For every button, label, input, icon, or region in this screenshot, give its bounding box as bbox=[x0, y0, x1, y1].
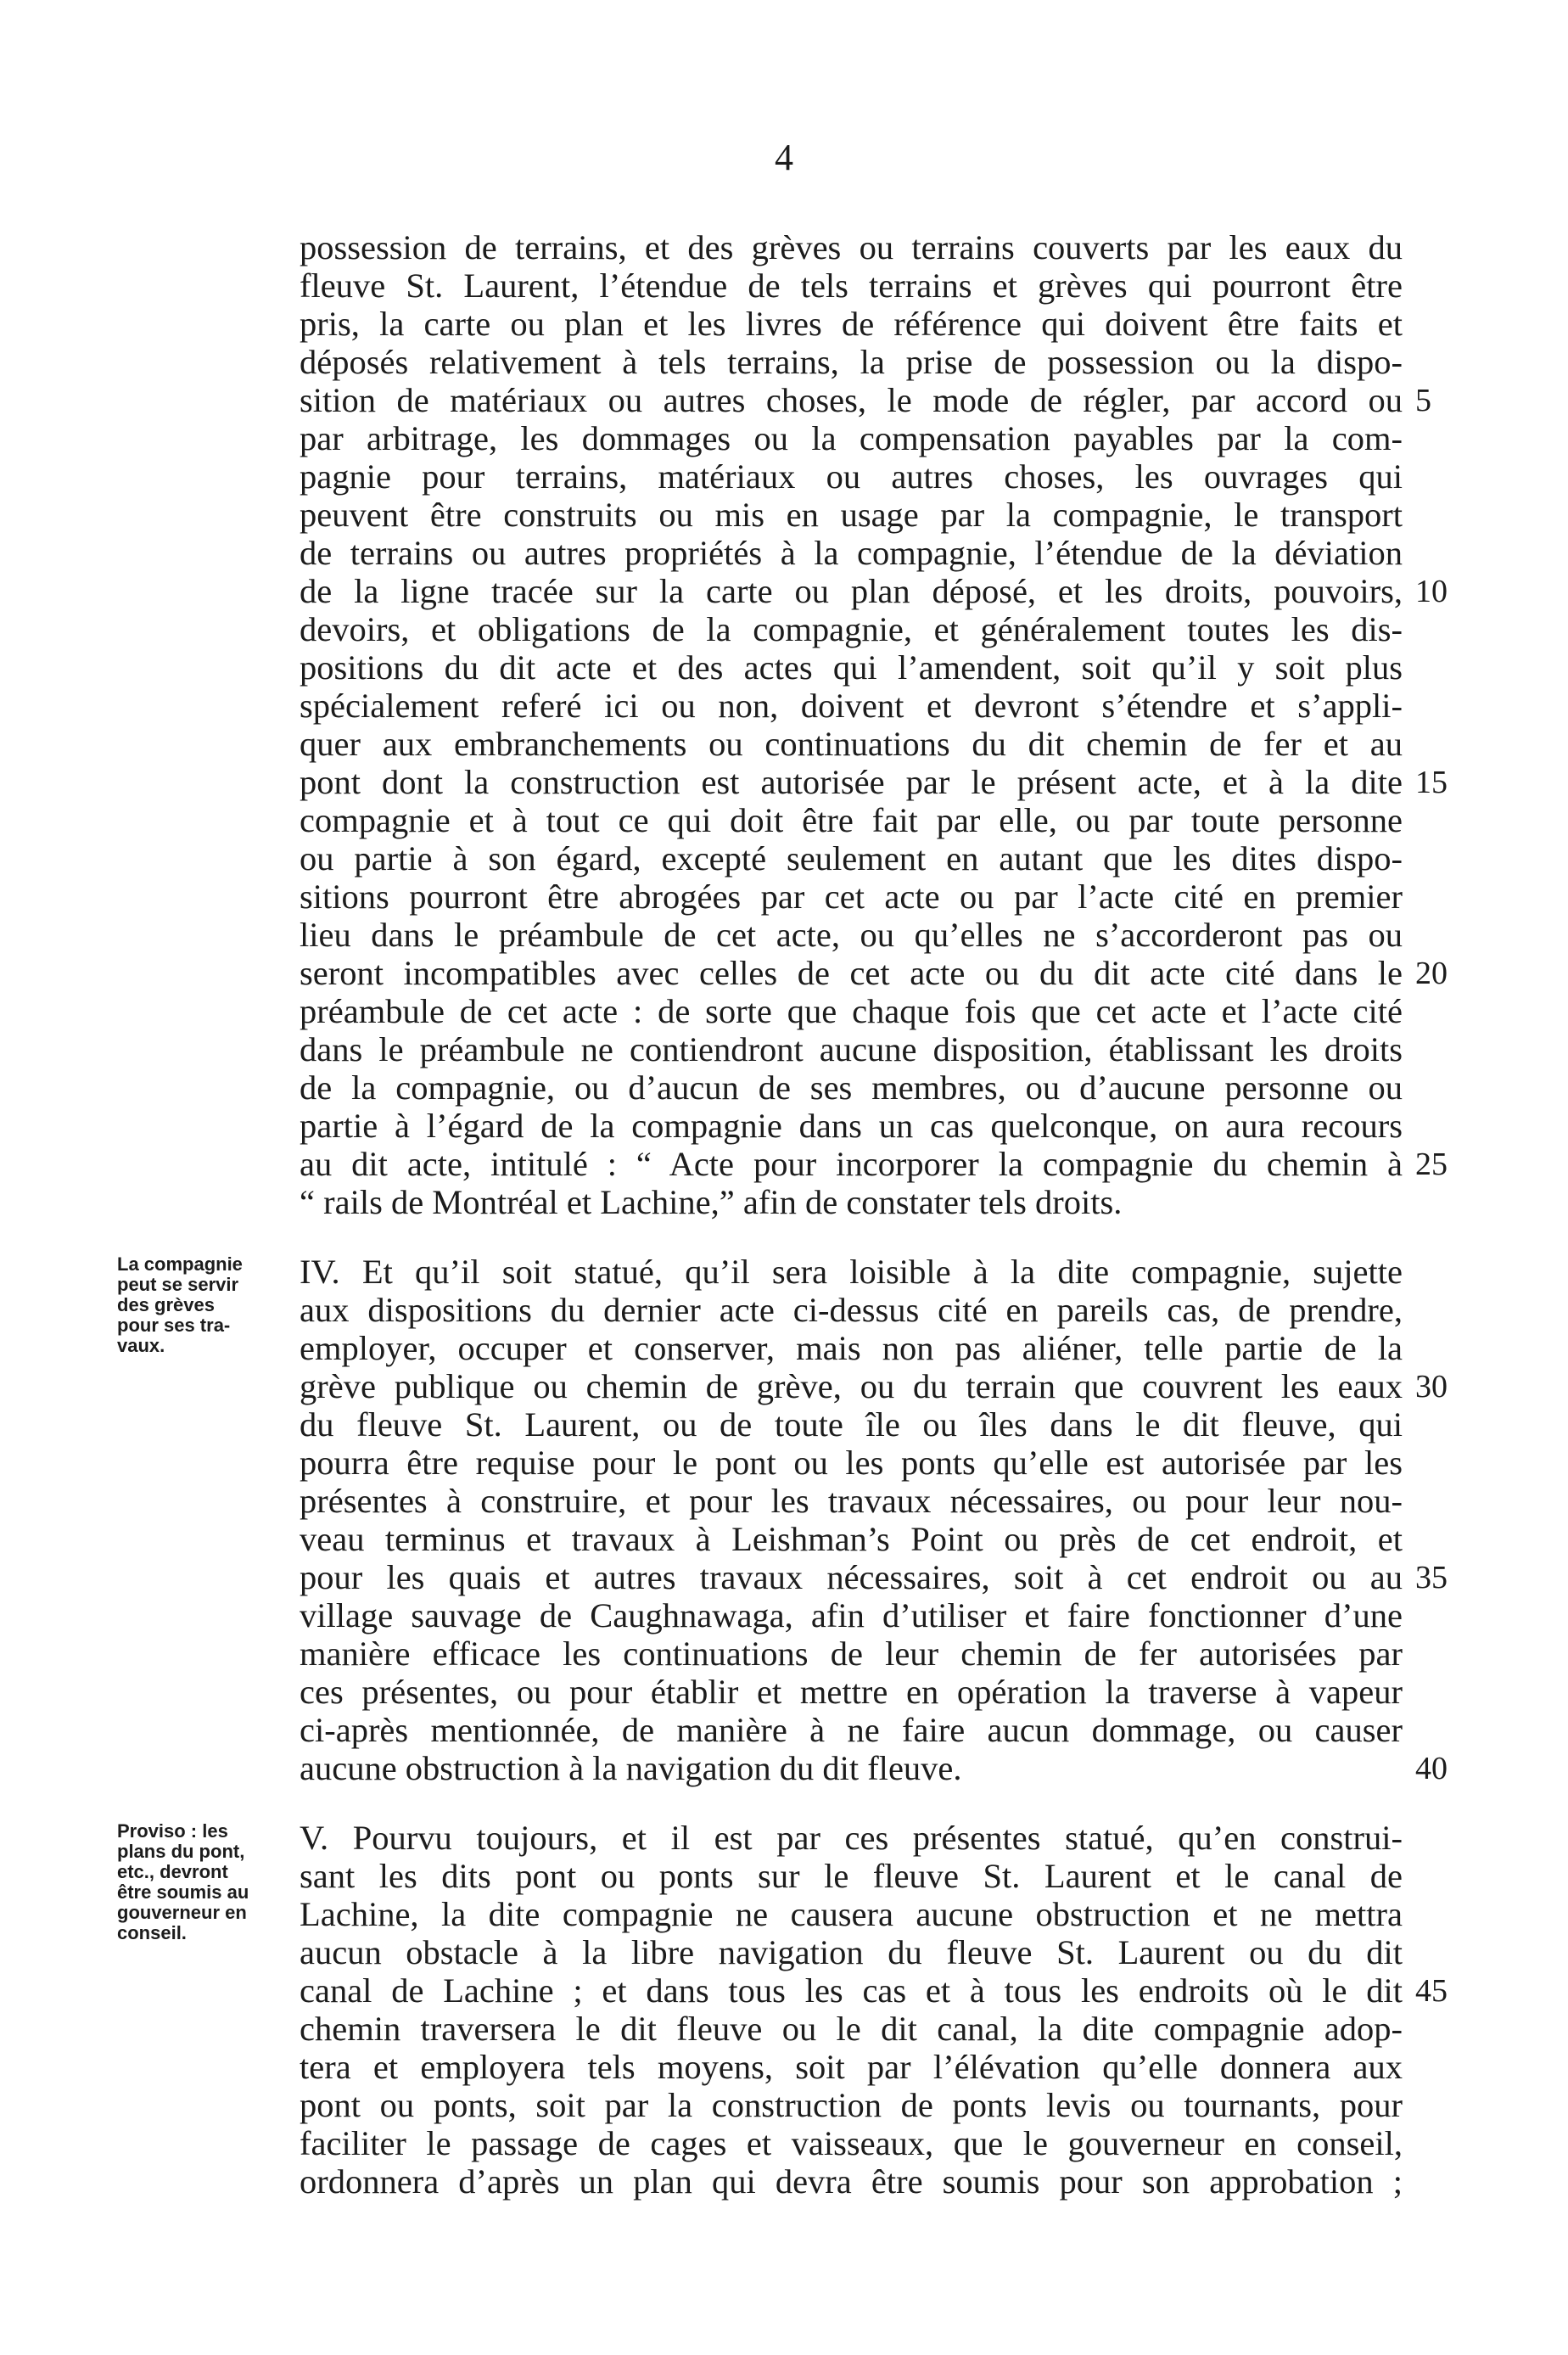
text-line: pourra être requise pour le pont ou les ponts qu’elle est autorisée par les bbox=[300, 1444, 1403, 1482]
text-line: employer, occuper et conserver, mais non pas aliéner, telle partie de la bbox=[300, 1329, 1403, 1367]
margin-note-line: plans du pont, bbox=[117, 1841, 245, 1862]
text-line: canal de Lachine ; et dans tous les cas et à tous les endroits où le dit bbox=[300, 1971, 1403, 2010]
margin-note-line: gouverneur en bbox=[117, 1902, 247, 1923]
text-line: sitions pourront être abrogées par cet acte ou par l’acte cité en premier bbox=[300, 878, 1403, 916]
margin-note-line: vaux. bbox=[117, 1335, 165, 1356]
text-line: manière efficace les continuations de leur chemin de fer autorisées par bbox=[300, 1634, 1403, 1673]
text-line: aucune obstruction à la navigation du dit fleuve. bbox=[300, 1749, 962, 1787]
line-number: 25 bbox=[1415, 1147, 1448, 1182]
text-line: faciliter le passage de cages et vaisseaux, que le gouverneur en conseil, bbox=[300, 2124, 1403, 2162]
text-line: fleuve St. Laurent, l’étendue de tels terrains et grèves qui pourront être bbox=[300, 266, 1403, 305]
text-line: “ rails de Montréal et Lachine,” afin de constater tels droits. bbox=[300, 1183, 1123, 1221]
margin-note bbox=[117, 1254, 300, 1356]
text-line: peuvent être construits ou mis en usage par la compagnie, le transport bbox=[300, 496, 1403, 534]
text-line: sant les dits pont ou ponts sur le fleuve St. Laurent et le canal de bbox=[300, 1857, 1403, 1895]
text-line: au dit acte, intitulé : “ Acte pour incorporer la compagnie du chemin à bbox=[300, 1145, 1403, 1183]
text-line: du fleuve St. Laurent, ou de toute île ou îles dans le dit fleuve, qui bbox=[300, 1405, 1403, 1444]
text-line: possession de terrains, et des grèves ou terrains couverts par les eaux du bbox=[300, 228, 1403, 266]
text-line: déposés relativement à tels terrains, la prise de possession ou la dispo- bbox=[300, 343, 1403, 381]
margin-note-line: des grèves bbox=[117, 1294, 215, 1315]
text-line: Lachine, la dite compagnie ne causera aucune obstruction et ne mettra bbox=[300, 1895, 1403, 1933]
text-line: compagnie et à tout ce qui doit être fait par elle, ou par toute personne bbox=[300, 801, 1403, 839]
text-line: dans le préambule ne contiendront aucune disposition, établissant les droits bbox=[300, 1030, 1403, 1068]
line-number: 10 bbox=[1415, 574, 1448, 609]
line-number: 15 bbox=[1415, 765, 1448, 800]
text-line: village sauvage de Caughnawaga, afin d’utiliser et faire fonctionner d’une bbox=[300, 1596, 1403, 1634]
line-number: 45 bbox=[1415, 1973, 1448, 2009]
text-line: aucun obstacle à la libre navigation du fleuve St. Laurent ou du dit bbox=[300, 1933, 1403, 1971]
margin-note-line: Proviso : les bbox=[117, 1820, 228, 1842]
text-line: sition de matériaux ou autres choses, le mode de régler, par accord ou bbox=[300, 381, 1403, 419]
margin-note-line: peut se servir bbox=[117, 1274, 239, 1295]
margin-note-line: La compagnie bbox=[117, 1253, 243, 1275]
text-line: par arbitrage, les dommages ou la compensation payables par la com- bbox=[300, 419, 1403, 457]
text-line: chemin traversera le dit fleuve ou le dit canal, la dite compagnie adop- bbox=[300, 2010, 1403, 2048]
line-number: 40 bbox=[1415, 1751, 1448, 1786]
text-line: pagnie pour terrains, matériaux ou autres choses, les ouvrages qui bbox=[300, 457, 1403, 496]
text-line: tera et employera tels moyens, soit par l’élévation qu’elle donnera aux bbox=[300, 2048, 1403, 2086]
text-line: seront incompatibles avec celles de cet acte ou du dit acte cité dans le bbox=[300, 954, 1403, 992]
text-line: pour les quais et autres travaux nécessaires, soit à cet endroit ou au bbox=[300, 1558, 1403, 1596]
line-number: 35 bbox=[1415, 1560, 1448, 1595]
text-line: pont ou ponts, soit par la construction de ponts levis ou tournants, pour bbox=[300, 2086, 1403, 2124]
text-line: V. Pourvu toujours, et il est par ces présentes statué, qu’en construi- bbox=[300, 1819, 1403, 1857]
line-number: 20 bbox=[1415, 956, 1448, 991]
margin-note-line: pour ses tra- bbox=[117, 1315, 231, 1336]
text-line: quer aux embranchements ou continuations du dit chemin de fer et au bbox=[300, 725, 1403, 763]
margin-note-line: conseil. bbox=[117, 1922, 187, 1943]
margin-note-line: etc., devront bbox=[117, 1861, 228, 1882]
text-line: ci-après mentionnée, de manière à ne faire aucun dommage, ou causer bbox=[300, 1711, 1403, 1749]
text-line: pris, la carte ou plan et les livres de référence qui doivent être faits et bbox=[300, 305, 1403, 343]
text-line: de terrains ou autres propriétés à la compagnie, l’étendue de la déviation bbox=[300, 534, 1403, 572]
text-line: ou partie à son égard, excepté seulement en autant que les dites dispo- bbox=[300, 839, 1403, 878]
text-line: IV. Et qu’il soit statué, qu’il sera loisible à la dite compagnie, sujette bbox=[300, 1253, 1403, 1291]
margin-note bbox=[117, 1821, 300, 1943]
text-line: lieu dans le préambule de cet acte, ou qu’elles ne s’accorderont pas ou bbox=[300, 916, 1403, 954]
text-line: veau terminus et travaux à Leishman’s Point ou près de cet endroit, et bbox=[300, 1520, 1403, 1558]
text-line: ces présentes, ou pour établir et mettre en opération la traverse à vapeur bbox=[300, 1673, 1403, 1711]
page-number: 4 bbox=[775, 137, 793, 178]
text-line: devoirs, et obligations de la compagnie, et généralement toutes les dis- bbox=[300, 610, 1403, 648]
text-line: de la ligne tracée sur la carte ou plan déposé, et les droits, pouvoirs, bbox=[300, 572, 1403, 610]
margin-note-line: être soumis au bbox=[117, 1881, 249, 1903]
text-line: présentes à construire, et pour les travaux nécessaires, ou pour leur nou- bbox=[300, 1482, 1403, 1520]
line-number: 5 bbox=[1415, 383, 1431, 418]
text-line: ordonnera d’après un plan qui devra être soumis pour son approbation ; bbox=[300, 2162, 1403, 2201]
text-line: positions du dit acte et des actes qui l’amendent, soit qu’il y soit plus bbox=[300, 648, 1403, 687]
line-number: 30 bbox=[1415, 1369, 1448, 1405]
text-line: spécialement referé ici ou non, doivent et devront s’étendre et s’appli- bbox=[300, 687, 1403, 725]
text-line: grève publique ou chemin de grève, ou du terrain que couvrent les eaux bbox=[300, 1367, 1403, 1405]
text-line: de la compagnie, ou d’aucun de ses membres, ou d’aucune personne ou bbox=[300, 1068, 1403, 1107]
text-line: partie à l’égard de la compagnie dans un cas quelconque, on aura recours bbox=[300, 1107, 1403, 1145]
text-line: pont dont la construction est autorisée par le présent acte, et à la dite bbox=[300, 763, 1403, 801]
text-line: préambule de cet acte : de sorte que chaque fois que cet acte et l’acte cité bbox=[300, 992, 1403, 1030]
text-line: aux dispositions du dernier acte ci-dessus cité en pareils cas, de prendre, bbox=[300, 1291, 1403, 1329]
